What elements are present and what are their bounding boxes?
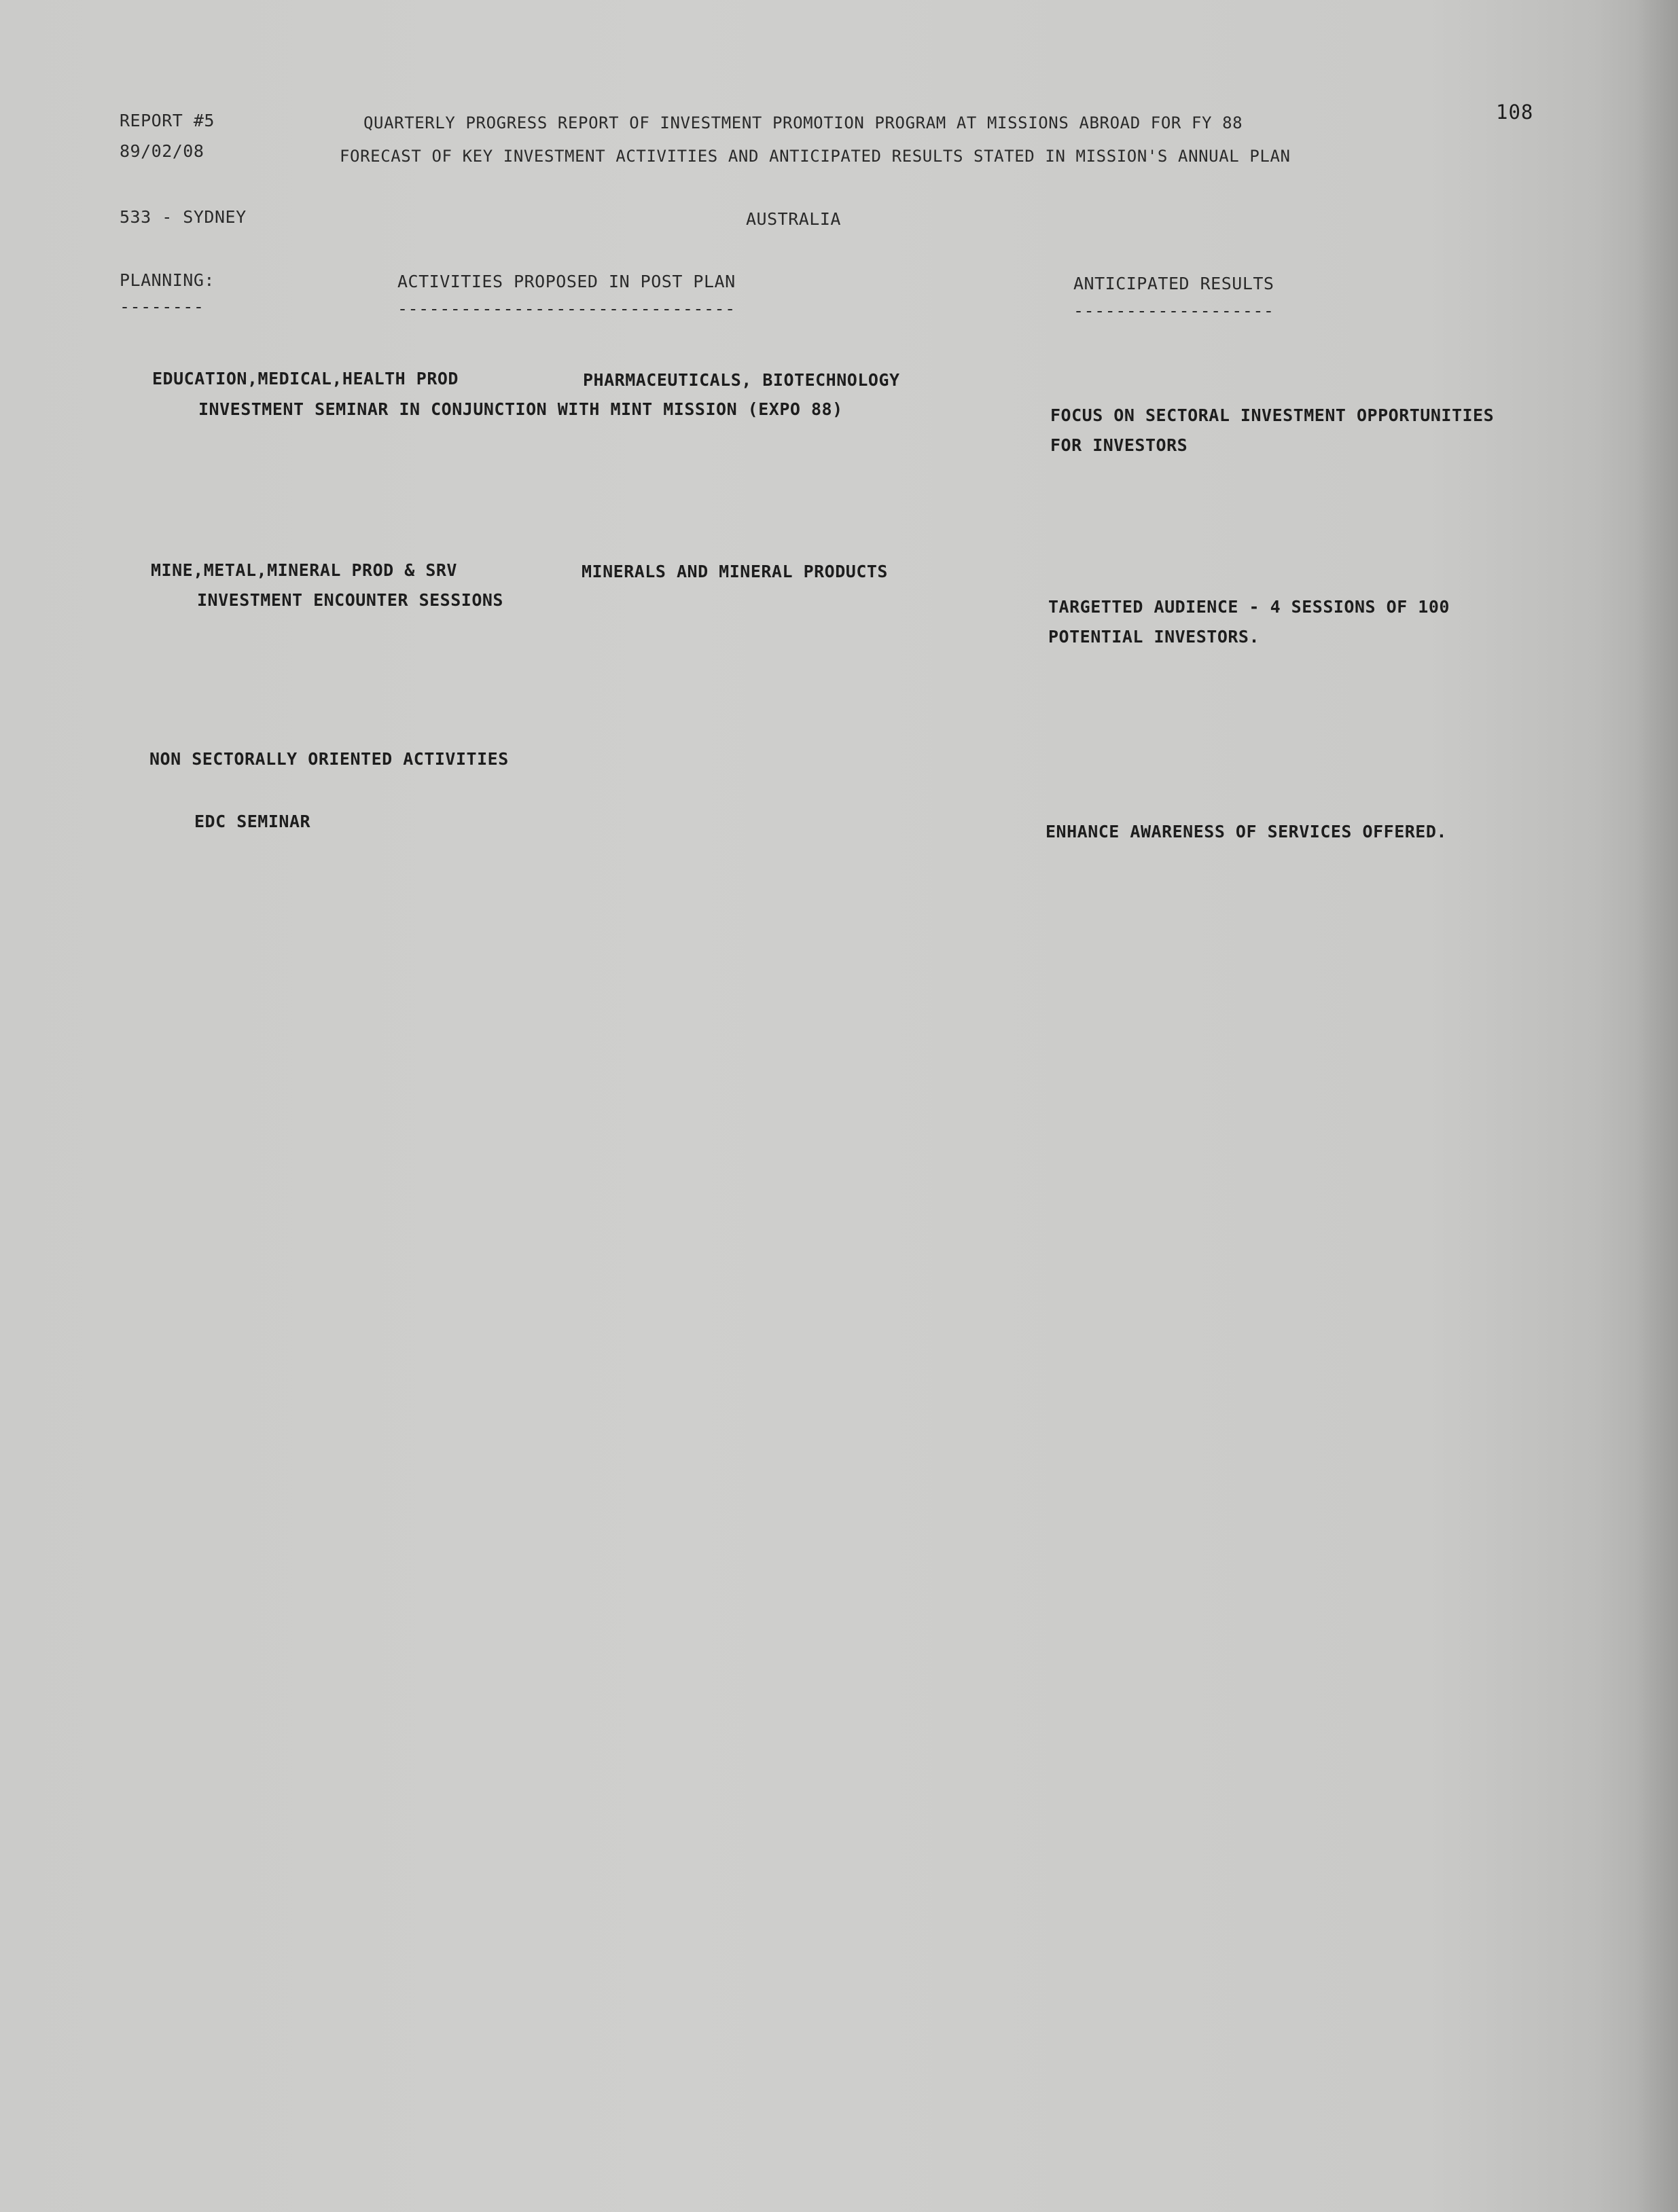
entry-result-line1: TARGETTED AUDIENCE - 4 SESSIONS OF 100	[1048, 597, 1450, 617]
mission-country: AUSTRALIA	[746, 209, 841, 229]
report-title-line2: FORECAST OF KEY INVESTMENT ACTIVITIES AND ANTICIPATED RESULTS STATED IN MISSION'S ANNUAL PLAN	[340, 147, 1291, 166]
non-sectoral-result: ENHANCE AWARENESS OF SERVICES OFFERED.	[1046, 822, 1447, 841]
results-column-rule: -------------------	[1073, 301, 1274, 321]
entry-result-line1: FOCUS ON SECTORAL INVESTMENT OPPORTUNITIES	[1050, 405, 1495, 425]
report-number: REPORT #5	[120, 111, 215, 130]
mission-code-city: 533 - SYDNEY	[120, 207, 247, 227]
entry-subsector: MINERALS AND MINERAL PRODUCTS	[582, 562, 888, 581]
planning-rule: --------	[120, 297, 204, 316]
report-title-line1: QUARTERLY PROGRESS REPORT OF INVESTMENT PROMOTION PROGRAM AT MISSIONS ABROAD FOR FY 88	[363, 113, 1243, 132]
entry-activity: INVESTMENT SEMINAR IN CONJUNCTION WITH MINT MISSION (EXPO 88)	[198, 399, 843, 419]
entry-sector: MINE,METAL,MINERAL PROD & SRV	[151, 560, 457, 580]
activities-column-rule: --------------------------------	[397, 299, 736, 319]
entry-activity: INVESTMENT ENCOUNTER SESSIONS	[197, 590, 503, 610]
results-column-heading: ANTICIPATED RESULTS	[1073, 274, 1274, 293]
report-date: 89/02/08	[120, 141, 204, 161]
activities-column-heading: ACTIVITIES PROPOSED IN POST PLAN	[397, 272, 736, 291]
entry-sector: EDUCATION,MEDICAL,HEALTH PROD	[152, 369, 459, 388]
page-number: 108	[1496, 101, 1534, 124]
entry-subsector: PHARMACEUTICALS, BIOTECHNOLOGY	[583, 370, 900, 390]
entry-result-line2: POTENTIAL INVESTORS.	[1048, 627, 1260, 647]
non-sectoral-activity: EDC SEMINAR	[194, 812, 311, 831]
planning-label: PLANNING:	[120, 270, 215, 290]
non-sectoral-heading: NON SECTORALLY ORIENTED ACTIVITIES	[149, 749, 509, 769]
page-edge-shadow	[1637, 0, 1678, 2212]
entry-result-line2: FOR INVESTORS	[1050, 435, 1188, 455]
